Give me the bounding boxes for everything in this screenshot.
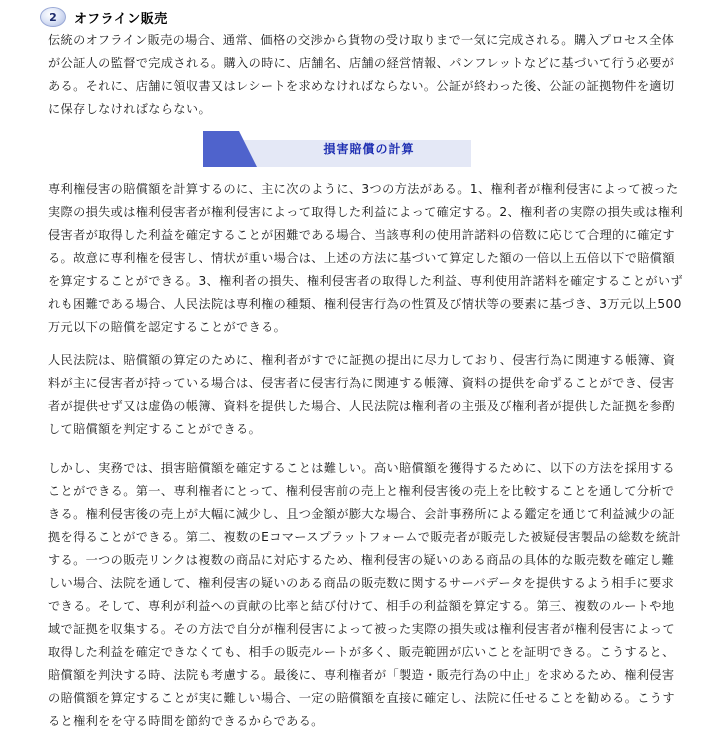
section-header: [40, 6, 168, 28]
body-paragraph-2: 人民法院は、賠償額の算定のために、権利者がすでに証拠の提出に尽力しており、侵害行為に関連する帳簿、資料が主に侵害者が持っている場合は、侵害者に侵害行為に関連する帳簿、資料の提供を命ずることができ、侵害者が提供せず又は虚偽の帳簿、資料を提供した場合、人民法院は権利者の主張及び権利者が提供した証拠を参酌して賠償額を判定することができる。: [48, 353, 676, 436]
body-paragraph-3: しかし、実務では、損害賠償額を確定することは難しい。高い賠償額を獲得するために、以下の方法を採用することができる。第一、専利権者にとって、権利侵害前の売上と権利侵害後の売上を比較することを通して分析できる。権利侵害後の売上が大幅に減少し、且つ金額が膨大な場合、会計事務所による鑑定を通じて利益減少の証拠を得ることができる。第二、複数のEコマースプラットフォームで販売者が販売した被疑侵害製品の総数を統計する。一つの販売リンクは複数の商品に対応するため、権利侵害の疑いのある商品の具体的な販売数を確定し難しい場合、法院を通して、権利侵害の疑いのある商品の販売数に関するサーバデータを提供するよう相手に要求できる。そして、専利が利益への貢献の比率と結び付けて、相手の利益額を算定する。第三、複数のルートや地域で証拠を収集する。その方法で自分が権利侵害によって被った実際の損失或は権利侵害者が権利侵害によって取得した利益を確定できなくても、相手の販売ルートが多く、販売範囲が広いことを証明できる。こうすると、賠償額を判決する時、法院も考慮する。最後に、専利権者が「製造・販売行為の中止」を求めるため、権利侵害の賠償額を算定することが実に難しい場合、一定の賠償額を直接に確定し、法院に任せることを勧める。こうすると権利をを守る時間を節約できるからである。: [48, 461, 682, 728]
intro-paragraph: 伝統のオフライン販売の場合、通常、価格の交渉から貨物の受け取りまで一気に完成される。購入プロセス全体が公証人の監督で完成される。購入の時に、店舗名、店舗の経営情報、パンフレットなどに基づいて行う必要がある。それに、店舗に領収書又はレシートを求めなければならない。公証が終わった後、公証の証拠物件を適切に保存しなければならない。: [48, 33, 675, 116]
subsection-banner: [203, 131, 471, 167]
section-title: オフライン販売: [74, 11, 168, 27]
banner-title: 損害賠償の計算: [323, 142, 415, 156]
body-paragraph-1: 専利権侵害の賠償額を計算するのに、主に次のように、3つの方法がある。1、権利者が権利侵害によって被った実際の損失或は権利侵害者が権利侵害によって取得した利益によって確定する。2、権利者の実際の損失或は権利侵害者が取得した利益を確定することが困難である場合、当該専利の使用許諾料の倍数に応じて合理的に確定する。故意に専利権を侵害し、情状が重い場合は、上述の方法に基づいて算定した額の一倍以上五倍以下で賠償額を算定することができる。3、権利者の損失、権利侵害者の取得した利益、専利使用許諾料を確定することがいずれも困難である場合、人民法院は専利権の種類、権利侵害行為の性質及び情状等の要素に基づき、3万元以上500万元以下の賠償を認定することができる。: [48, 182, 683, 334]
section-number-badge: 2: [40, 7, 66, 27]
